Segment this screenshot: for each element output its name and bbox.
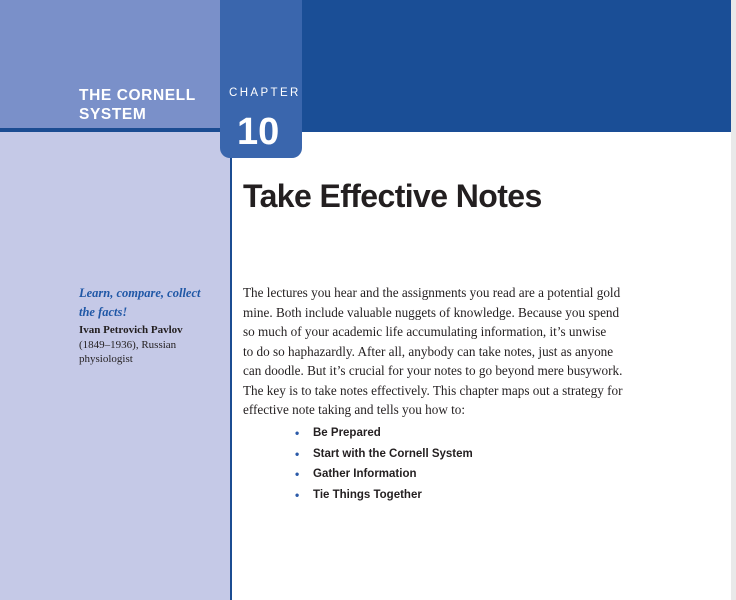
- epigraph-desc-line: physiologist: [79, 353, 133, 365]
- intro-paragraph: [243, 283, 655, 420]
- page-title: Take Effective Notes: [243, 178, 542, 214]
- topic-label: Start with the Cornell System: [313, 447, 473, 460]
- topic-list-item: [295, 485, 473, 506]
- bullet-icon: •: [295, 426, 300, 440]
- intro-line: The lectures you hear and the assignments you read are a potential gold: [243, 285, 621, 300]
- topic-label: Gather Information: [313, 468, 417, 481]
- intro-line: The key is to take notes effectively. This chapter maps out a strategy for: [243, 382, 623, 398]
- section-title-line: SYSTEM: [79, 106, 147, 123]
- section-title: [79, 86, 219, 124]
- section-divider: [0, 128, 230, 132]
- intro-line: can doodle. But it’s crucial for your notes to go beyond mere busywork.: [243, 363, 623, 378]
- intro-line: mine. Both include valuable nuggets of knowledge. Because you spend: [243, 304, 620, 320]
- topic-list-item: [295, 444, 473, 465]
- bullet-icon: •: [295, 488, 300, 503]
- intro-line: to do so haphazardly. After all, anybody can take notes, just as anyone: [243, 343, 614, 359]
- epigraph-quote-line: the facts!: [79, 305, 128, 319]
- epigraph-desc-line: (1849–1936), Russian: [79, 339, 177, 351]
- epigraph-quote: [79, 284, 219, 322]
- intro-line: so much of your academic life accumulating information, it’s unwise: [243, 324, 607, 339]
- chapter-number: 10: [237, 111, 280, 153]
- topic-label: Be Prepared: [313, 427, 381, 439]
- intro-line: effective note taking and tells you how to:: [243, 402, 466, 417]
- topic-label: Tie Things Together: [313, 489, 422, 502]
- chapter-label: CHAPTER: [229, 87, 301, 99]
- section-title-line: THE CORNELL: [79, 87, 196, 104]
- epigraph-author: Ivan Petrovich Pavlov: [79, 324, 183, 336]
- header-band: [300, 0, 731, 132]
- bullet-icon: •: [295, 467, 300, 482]
- topic-list-item: [295, 423, 473, 444]
- topic-list-item: [295, 464, 473, 485]
- epigraph-quote-line: Learn, compare, collect: [79, 286, 201, 300]
- topic-list: [295, 423, 473, 506]
- page-edge: [731, 0, 736, 600]
- column-divider: [230, 158, 232, 600]
- epigraph-author-desc: [79, 338, 224, 366]
- bullet-icon: •: [295, 446, 300, 461]
